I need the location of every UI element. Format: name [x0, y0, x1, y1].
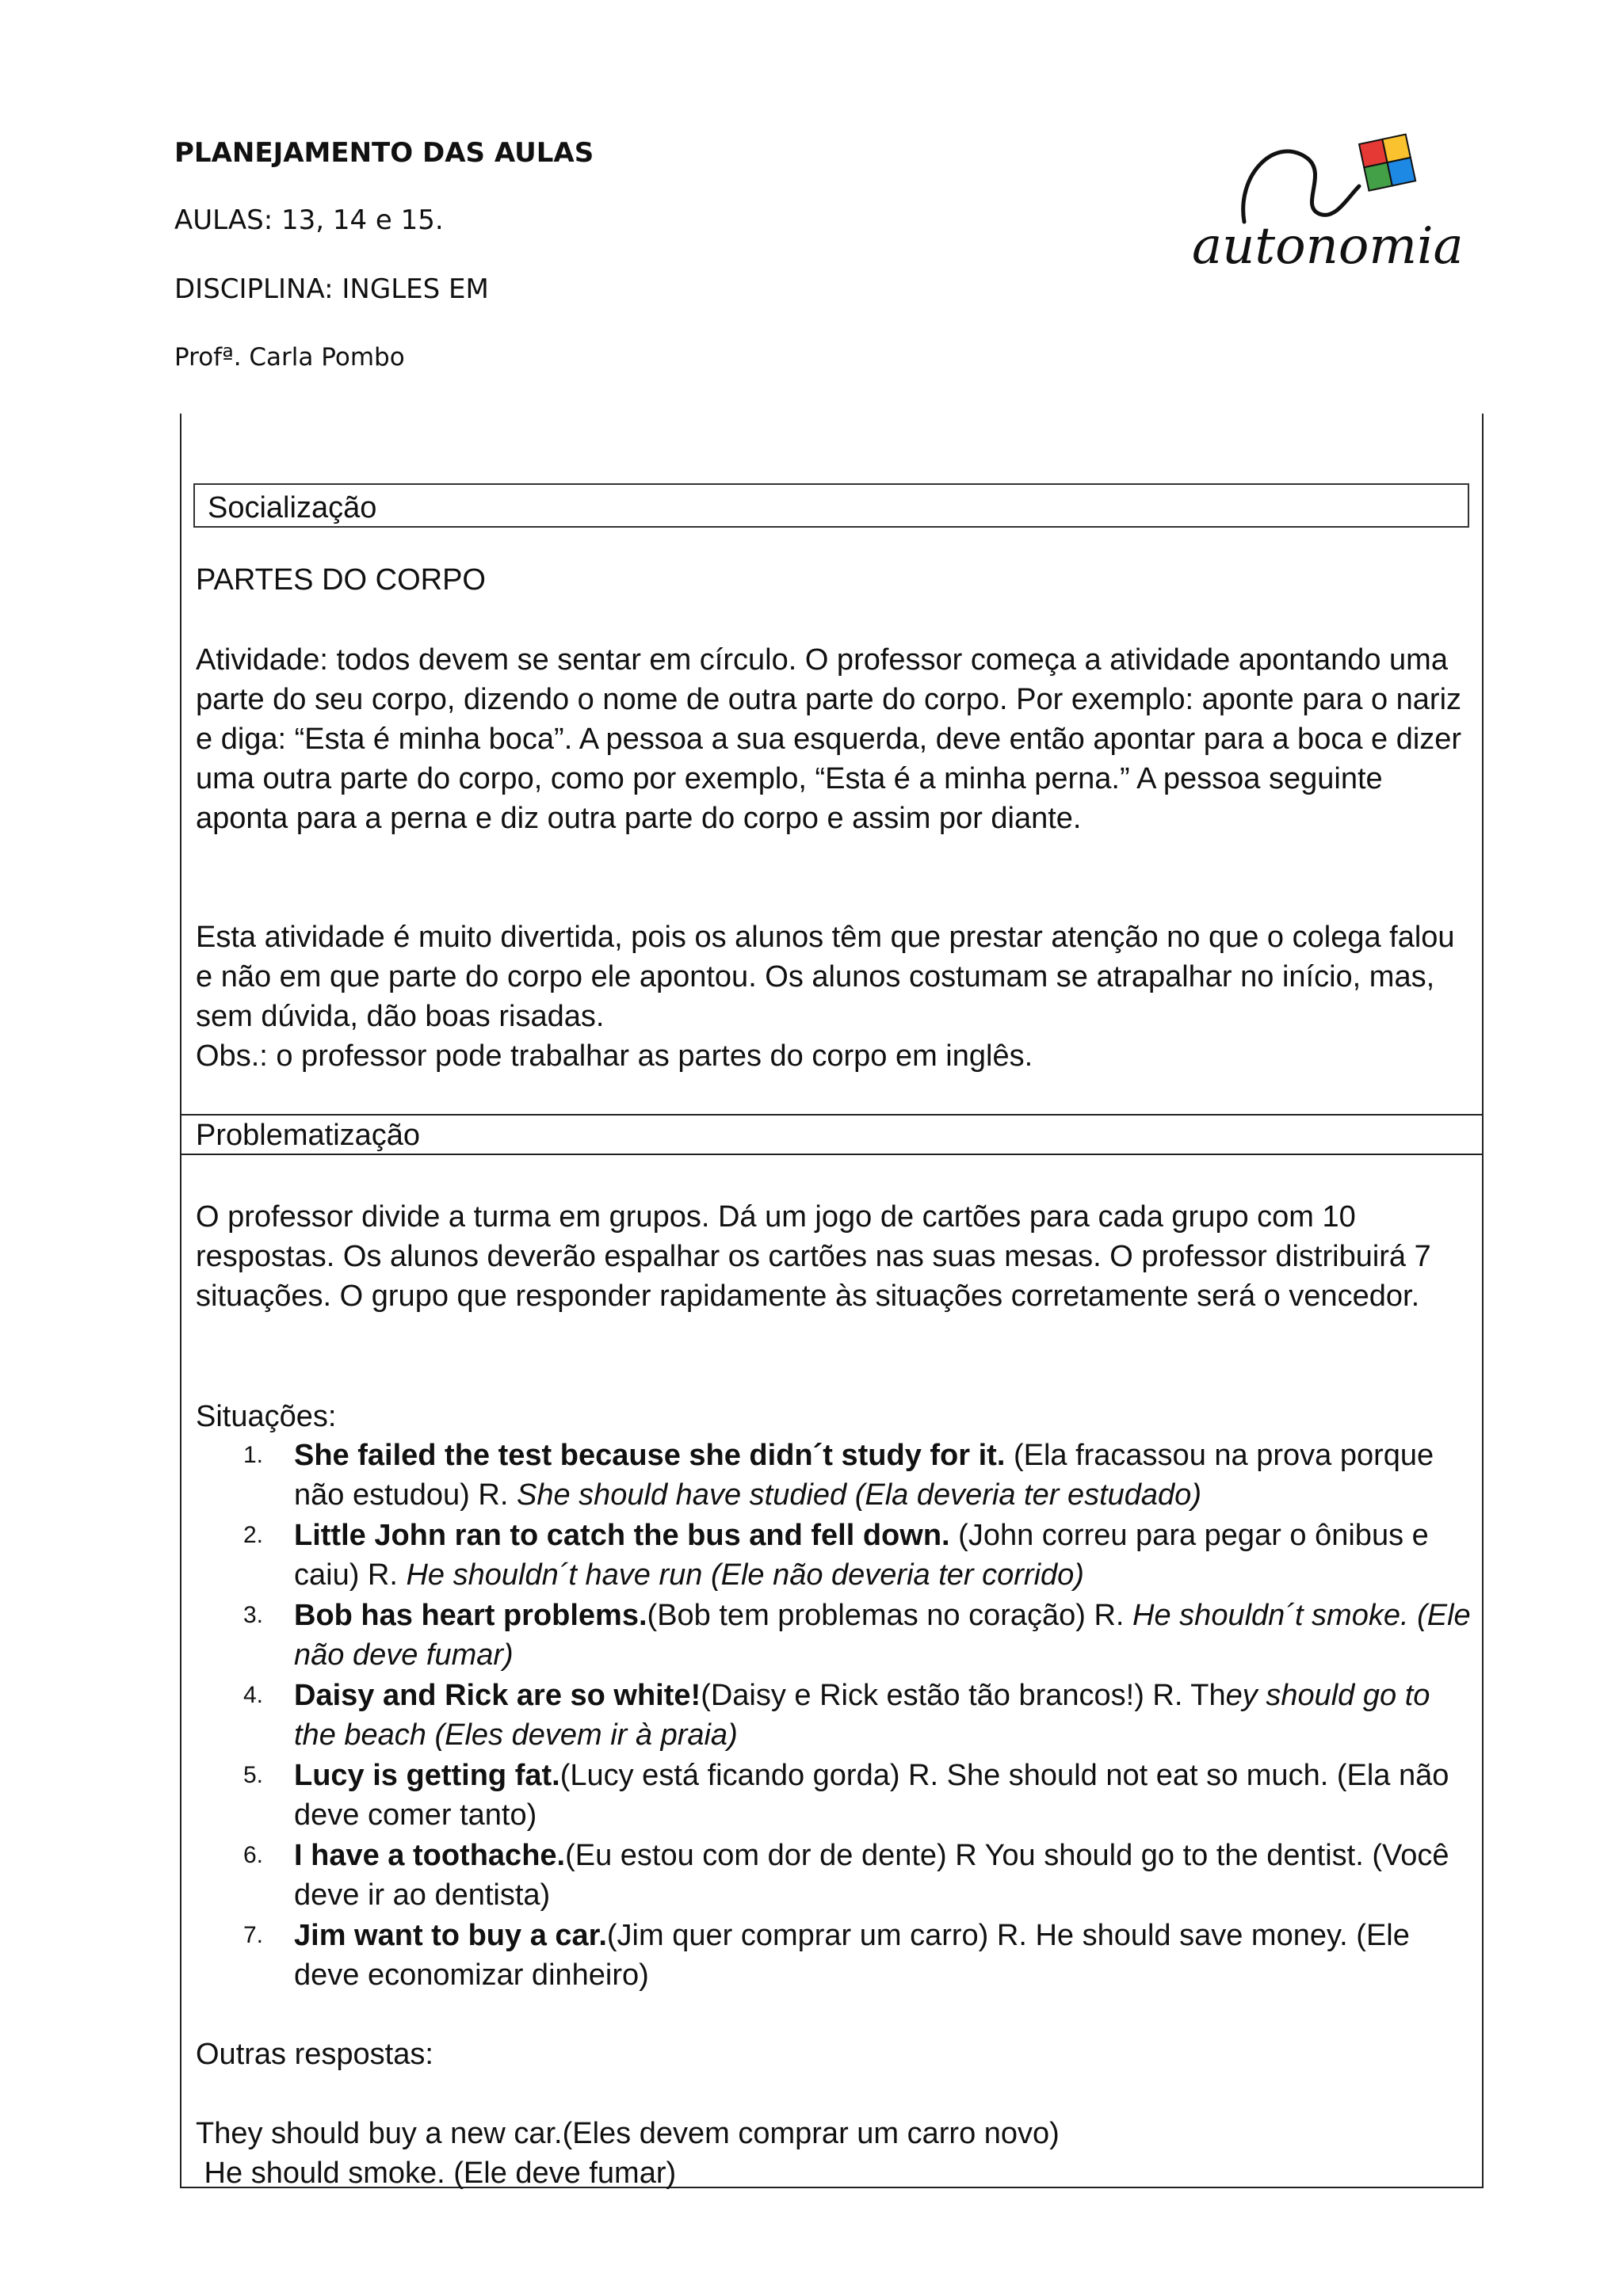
- translation-text: (Daisy e Rick estão tão brancos!) R. Th: [701, 1679, 1226, 1712]
- obs-paragraph: Obs.: o professor pode trabalhar as partes do corpo em inglês.: [196, 1039, 1033, 1073]
- item-number: 5.: [243, 1762, 264, 1788]
- kite-string: [1243, 151, 1359, 222]
- list-item: [196, 1516, 1472, 1595]
- outra-resposta-2: He should smoke. (Ele deve fumar): [196, 2157, 677, 2190]
- list-item: [196, 1676, 1472, 1755]
- item-number: 3.: [243, 1602, 264, 1628]
- translation-text: (Lucy está ficando gorda) R. She should not eat so much. (Ela não deve comer tanto): [294, 1759, 1449, 1832]
- answer-text: ey should go to the beach (Eles devem ir à praia): [294, 1679, 1430, 1752]
- situation-text: I have a toothache.: [294, 1839, 566, 1872]
- list-item: [196, 1436, 1472, 1515]
- list-item: [196, 1756, 1472, 1835]
- answer-text: She should have studied (Ela deveria ter estudado): [516, 1478, 1201, 1512]
- aulas-line: AULAS: 13, 14 e 15.: [174, 204, 444, 236]
- translation-text: (Ela fracassou na prova porque não estudou) R.: [294, 1439, 1434, 1512]
- socializacao-header: [193, 483, 1469, 528]
- situation-text: Daisy and Rick are so white!: [294, 1679, 701, 1712]
- situacoes-list: [196, 1436, 1472, 1996]
- item-number: 1.: [243, 1442, 264, 1468]
- translation-text: (Jim quer comprar um carro) R. He should save money. (Ele deve economizar dinheiro): [294, 1919, 1410, 1992]
- translation-text: (Bob tem problemas no coração) R.: [647, 1599, 1133, 1632]
- atividade-paragraph: Atividade: todos devem se sentar em círculo. O professor começa a atividade apontando uma parte do seu corpo, dizendo o nome de outra parte do corpo. Por exemplo: aponte para o nariz e diga: “Esta é minha boca”. A pessoa a sua esquerda, deve então apontar para a boca e dizer uma outra parte do corpo, como por exemplo, “Esta é a minha perna.” A pessoa seguinte aponta para a perna e diz outra parte do corpo e assim por diante.: [196, 643, 1462, 835]
- problematizacao-header: [180, 1114, 1484, 1155]
- situation-text: Bob has heart problems.: [294, 1599, 647, 1632]
- outra-resposta-1: They should buy a new car.(Eles devem comprar um carro novo): [196, 2117, 1060, 2150]
- outras-respostas-label: Outras respostas:: [196, 2038, 433, 2071]
- socializacao-label: Socialização: [208, 491, 377, 524]
- list-item: [196, 1836, 1472, 1915]
- comentario-paragraph: Esta atividade é muito divertida, pois os alunos têm que prestar atenção no que o colega falou e não em que parte do corpo ele apontou. Os alunos costumam se atrapalhar no início, mas, sem dúvida, dão boas risadas.: [196, 921, 1455, 1033]
- section-heading: PARTES DO CORPO: [196, 563, 486, 597]
- situation-text: Lucy is getting fat.: [294, 1759, 560, 1792]
- situacoes-label: Situações:: [196, 1400, 337, 1433]
- item-number: 7.: [243, 1922, 264, 1948]
- answer-text: He shouldn´t have run (Ele não deveria ter corrido): [406, 1558, 1084, 1592]
- page-title: PLANEJAMENTO DAS AULAS: [174, 137, 594, 169]
- item-number: 4.: [243, 1682, 264, 1708]
- answer-text: He shouldn´t smoke. (Ele não deve fumar): [294, 1599, 1471, 1672]
- situation-text: She failed the test because she didn´t study for it.: [294, 1439, 1006, 1472]
- list-item: [196, 1596, 1472, 1675]
- translation-text: (John correu para pegar o ônibus e caiu) R.: [294, 1519, 1429, 1592]
- list-item: [196, 1916, 1472, 1995]
- logo-wordmark: autonomia: [1192, 217, 1464, 276]
- problematizacao-intro: O professor divide a turma em grupos. Dá um jogo de cartões para cada grupo com 10 respostas. Os alunos deverão espalhar os cartões nas suas mesas. O professor distribuirá 7 situações. O grupo que responder rapidamente às situações corretamente será o vencedor.: [196, 1200, 1431, 1313]
- disciplina-line: DISCIPLINA: INGLES EM: [174, 273, 489, 305]
- autonomia-logo: [1189, 127, 1474, 277]
- situation-text: Jim want to buy a car.: [294, 1919, 607, 1952]
- item-number: 2.: [243, 1522, 264, 1548]
- professora-line: Profª. Carla Pombo: [174, 343, 405, 372]
- problematizacao-label: Problematização: [196, 1119, 421, 1152]
- translation-text: (Eu estou com dor de dente) R You should go to the dentist. (Você deve ir ao dentista): [294, 1839, 1449, 1912]
- item-number: 6.: [243, 1842, 264, 1868]
- kite-icon: [1359, 135, 1415, 191]
- situation-text: Little John ran to catch the bus and fell down.: [294, 1519, 950, 1552]
